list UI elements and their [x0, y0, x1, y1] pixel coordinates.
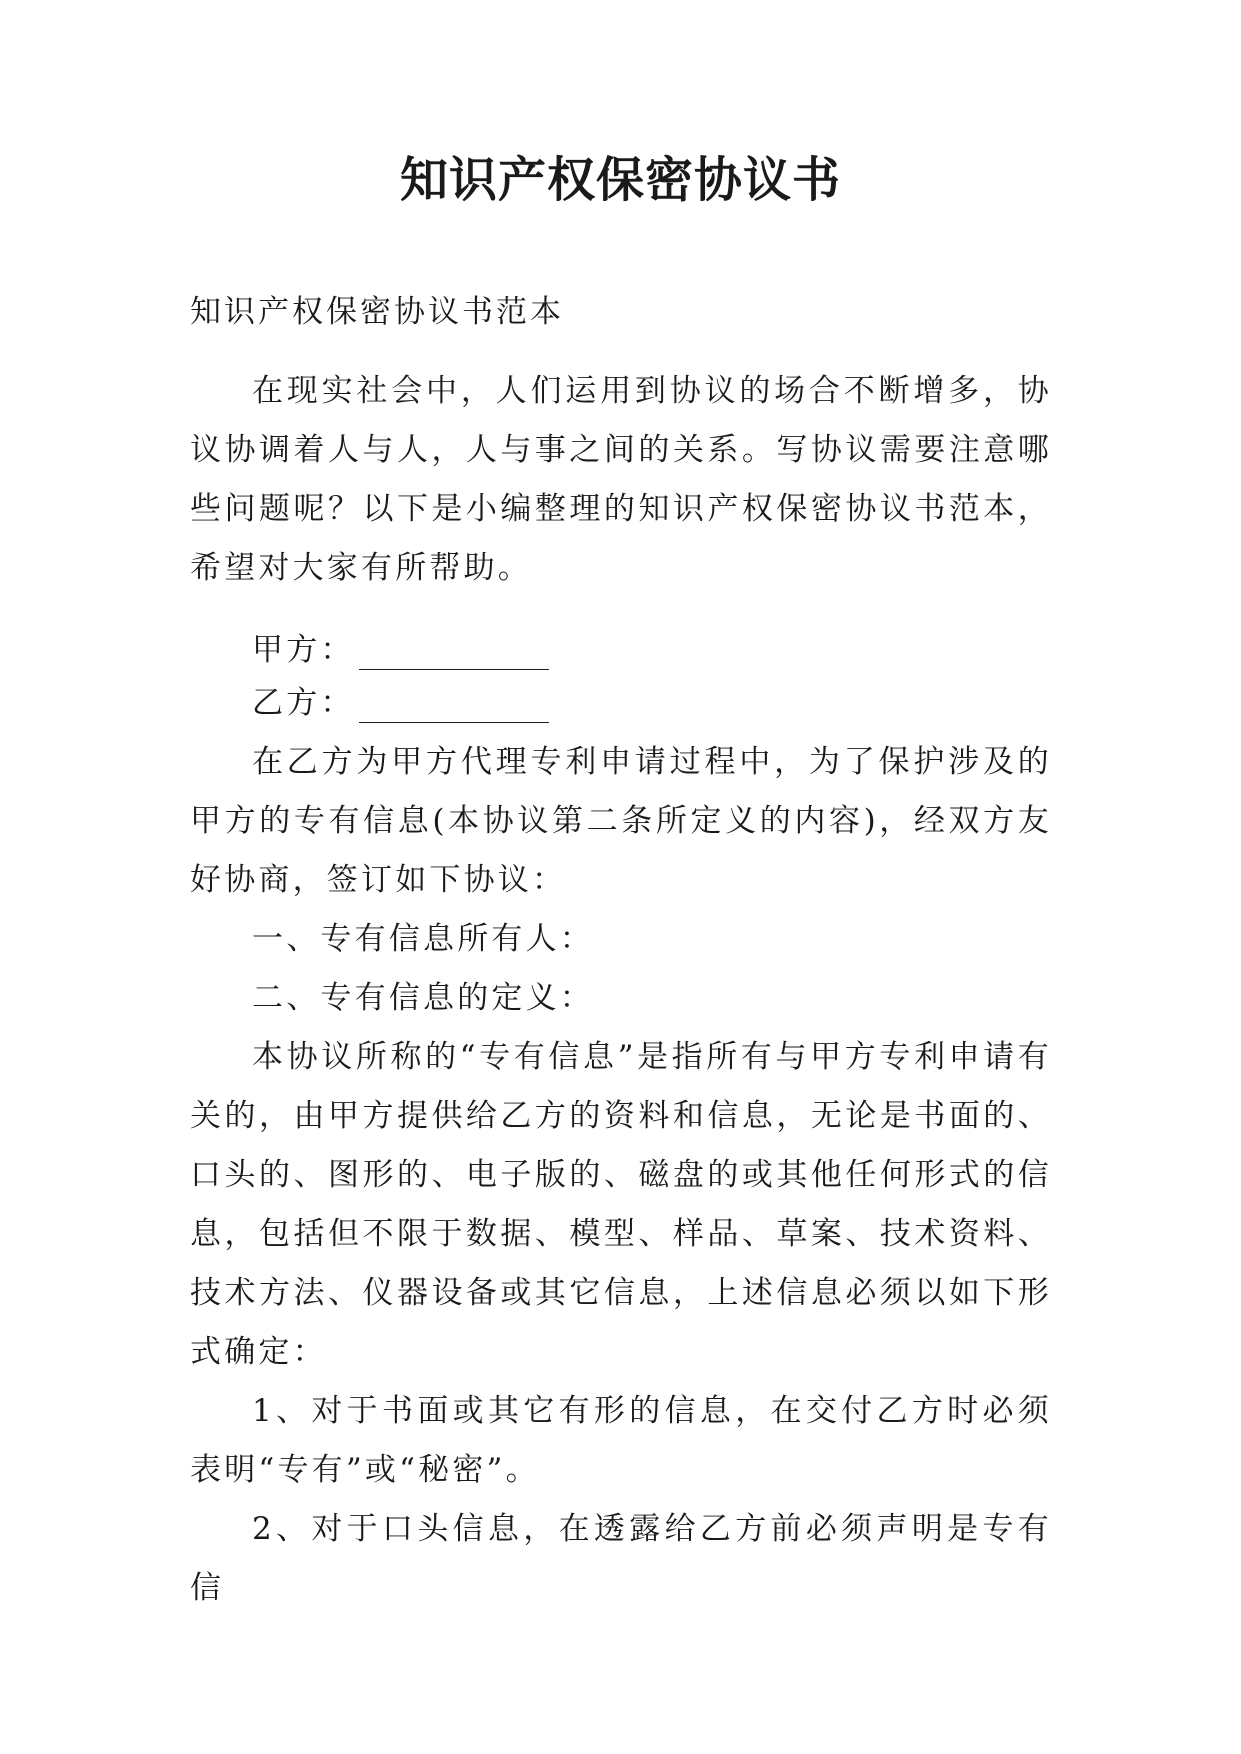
party-b-blank: [359, 692, 549, 723]
clause-1-heading: 一、专有信息所有人：: [252, 921, 594, 957]
item-2-paragraph: 2、对于口头信息，在透露给乙方前必须声明是专有信: [190, 1511, 1052, 1606]
clause-2-heading: 二、专有信息的定义：: [252, 980, 594, 1016]
party-a-label: 甲方：: [252, 632, 355, 668]
party-a-blank: [359, 639, 549, 670]
intro-paragraph: 在现实社会中，人们运用到协议的场合不断增多，协议协调着人与人，人与事之间的关系。写协议需要注意哪些问题呢？以下是小编整理的知识产权保密协议书范本，希望对大家有所帮助。: [190, 373, 1052, 586]
party-a-line: [190, 621, 1052, 680]
preamble-paragraph: 在乙方为甲方代理专利申请过程中，为了保护涉及的甲方的专有信息(本协议第二条所定义的内容)，经双方友好协商，签订如下协议：: [190, 744, 1052, 898]
party-b-label: 乙方：: [252, 685, 355, 721]
party-b-line: [190, 674, 1052, 733]
document-title: 知识产权保密协议书: [399, 152, 841, 208]
item-1-paragraph: 1、对于书面或其它有形的信息，在交付乙方时必须表明“专有”或“秘密”。: [190, 1393, 1052, 1488]
intro-section: [190, 362, 1052, 598]
definition-paragraph: 本协议所称的“专有信息”是指所有与甲方专利申请有关的，由甲方提供给乙方的资料和信息，无论是书面的、口头的、图形的、电子版的、磁盘的或其他任何形式的信息，包括但不限于数据、模型、样品、草案、技术资料、技术方法、仪器设备或其它信息，上述信息必须以如下形式确定：: [190, 1039, 1052, 1370]
document-subtitle: 知识产权保密协议书范本: [190, 294, 564, 330]
agreement-body: [190, 621, 1052, 1618]
